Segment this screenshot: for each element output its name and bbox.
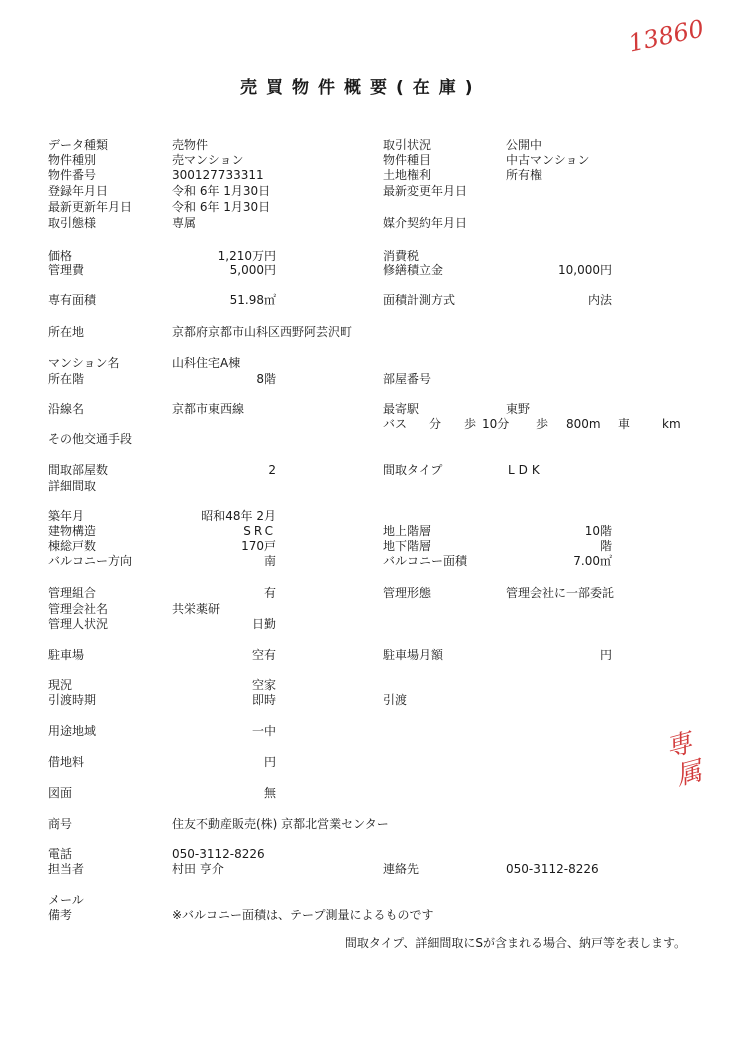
- label-parking-monthly: 駐車場月額: [383, 648, 444, 662]
- value-property-number: 300127733311: [172, 168, 264, 182]
- value-registered-date: 令和 6年 1月30日: [172, 184, 271, 198]
- label-property-number: 物件番号: [48, 168, 97, 182]
- value-mgmt-union: 有: [263, 586, 276, 600]
- label-drawing: 図面: [48, 786, 73, 800]
- label-balcony-direction: バルコニー方向: [48, 554, 133, 568]
- handwritten-note-2: 属: [672, 756, 706, 792]
- value-mansion-name: 山科住宅A棟: [172, 356, 241, 370]
- label-address: 所在地: [48, 325, 85, 339]
- label-manager-status: 管理人状況: [48, 617, 109, 631]
- value-handover-time: 即時: [251, 693, 276, 707]
- label-deal-status: 取引状況: [383, 138, 432, 152]
- transport-walk-1: 歩: [464, 417, 477, 431]
- value-data-type: 売物件: [172, 138, 209, 152]
- value-room-count: 2: [268, 463, 276, 477]
- label-repair-reserve: 修繕積立金: [383, 263, 444, 277]
- value-mgmt-company: 共栄薬研: [172, 602, 221, 616]
- value-property-kind: 売マンション: [172, 153, 244, 167]
- value-remarks: ※バルコニー面積は、テープ測量によるものです: [172, 908, 434, 922]
- label-handover: 引渡: [383, 693, 408, 707]
- label-last-update-date: 最新更新年月日: [48, 200, 133, 214]
- value-line-name: 京都市東西線: [172, 402, 245, 416]
- value-management-fee: 5,000円: [229, 263, 276, 277]
- value-phone: 050-3112-8226: [172, 847, 265, 861]
- value-parking-monthly: 円: [599, 648, 612, 662]
- label-floor: 所在階: [48, 372, 85, 386]
- label-person: 担当者: [48, 862, 85, 876]
- value-layout-type: LDK: [508, 463, 544, 477]
- label-mansion-name: マンション名: [48, 356, 120, 370]
- value-repair-reserve: 10,000円: [558, 263, 612, 277]
- value-built-year: 昭和48年 2月: [201, 509, 276, 523]
- label-phone: 電話: [48, 847, 73, 861]
- label-mgmt-company: 管理会社名: [48, 602, 109, 616]
- value-above-floors: 10階: [584, 524, 612, 538]
- transport-walk-2: 歩: [536, 417, 549, 431]
- label-below-floors: 地下階層: [383, 539, 432, 553]
- label-land-rent: 借地料: [48, 755, 85, 769]
- label-last-change-date: 最新変更年月日: [383, 184, 468, 198]
- label-layout-detail: 詳細間取: [48, 479, 97, 493]
- transport-car: 車: [618, 417, 631, 431]
- label-balcony-area: バルコニー面積: [383, 554, 468, 568]
- label-mgmt-form: 管理形態: [383, 586, 432, 600]
- value-nearest-station: 東野: [506, 402, 531, 416]
- label-above-floors: 地上階層: [383, 524, 432, 538]
- label-structure: 建物構造: [48, 524, 97, 538]
- label-email: メール: [48, 893, 84, 907]
- page-title: 売買物件概要(在庫): [240, 78, 482, 98]
- label-nearest-station: 最寄駅: [383, 402, 420, 416]
- label-land-right: 土地権利: [383, 168, 432, 182]
- value-land-rent: 円: [263, 755, 276, 769]
- value-drawing: 無: [263, 786, 276, 800]
- label-zoning: 用途地域: [48, 724, 97, 738]
- value-below-floors: 階: [599, 539, 612, 553]
- label-property-kind: 物件種別: [48, 153, 97, 167]
- label-total-units: 棟総戸数: [48, 539, 97, 553]
- value-land-right: 所有権: [506, 168, 543, 182]
- transport-km: km: [662, 417, 681, 431]
- label-current-status: 現況: [48, 678, 73, 692]
- value-contact: 050-3112-8226: [506, 862, 599, 876]
- label-room-number: 部屋番号: [383, 372, 432, 386]
- transport-bus-minutes: 分: [429, 417, 442, 431]
- transport-bus: バス: [383, 417, 408, 431]
- label-deal-form: 取引態様: [48, 216, 97, 230]
- footnote: 間取タイプ、詳細間取にSが含まれる場合、納戸等を表します。: [344, 936, 686, 950]
- label-room-count: 間取部屋数: [48, 463, 109, 477]
- value-trade-name: 住友不動産販売(株) 京都北営業センター: [172, 817, 389, 831]
- label-property-item: 物件種目: [383, 153, 432, 167]
- value-property-item: 中古マンション: [506, 153, 590, 167]
- value-deal-status: 公開中: [506, 138, 543, 152]
- handwritten-number: 13860: [625, 14, 707, 58]
- transport-distance: 800m: [566, 417, 601, 431]
- value-address: 京都府京都市山科区西野阿芸沢町: [172, 325, 353, 339]
- label-remarks: 備考: [48, 908, 73, 922]
- value-current-status: 空家: [251, 678, 276, 692]
- value-balcony-area: 7.00㎡: [573, 554, 612, 568]
- value-price: 1,210万円: [217, 249, 276, 263]
- value-zoning: 一中: [251, 724, 276, 738]
- label-management-fee: 管理費: [48, 263, 85, 277]
- label-other-transport: その他交通手段: [48, 432, 133, 446]
- value-balcony-direction: 南: [263, 554, 276, 568]
- value-person: 村田 亨介: [172, 862, 224, 876]
- value-last-update-date: 令和 6年 1月30日: [172, 200, 271, 214]
- transport-walk-minutes: 10分: [482, 417, 510, 431]
- label-area-method: 面積計測方式: [383, 293, 456, 307]
- label-parking: 駐車場: [48, 648, 85, 662]
- value-parking: 空有: [251, 648, 276, 662]
- label-trade-name: 商号: [48, 817, 73, 831]
- handwritten-note-1: 専: [662, 728, 696, 764]
- value-floor: 8階: [256, 372, 276, 386]
- label-line-name: 沿線名: [48, 402, 85, 416]
- label-mediation-date: 媒介契約年月日: [383, 216, 468, 230]
- value-mgmt-form: 管理会社に一部委託: [506, 586, 615, 600]
- label-consumption-tax: 消費税: [383, 249, 420, 263]
- value-structure: SRC: [243, 524, 276, 538]
- label-price: 価格: [48, 249, 73, 263]
- label-registered-date: 登録年月日: [48, 184, 109, 198]
- label-built-year: 築年月: [48, 509, 85, 523]
- value-floor-area: 51.98㎡: [229, 293, 276, 307]
- value-deal-form: 専属: [172, 216, 197, 230]
- label-contact: 連絡先: [383, 862, 420, 876]
- label-mgmt-union: 管理組合: [48, 586, 97, 600]
- value-total-units: 170戸: [241, 539, 276, 553]
- label-floor-area: 専有面積: [48, 293, 97, 307]
- label-data-type: データ種類: [48, 138, 109, 152]
- label-layout-type: 間取タイプ: [383, 463, 443, 477]
- label-handover-time: 引渡時期: [48, 693, 97, 707]
- value-manager-status: 日勤: [251, 617, 276, 631]
- value-area-method: 内法: [587, 293, 612, 307]
